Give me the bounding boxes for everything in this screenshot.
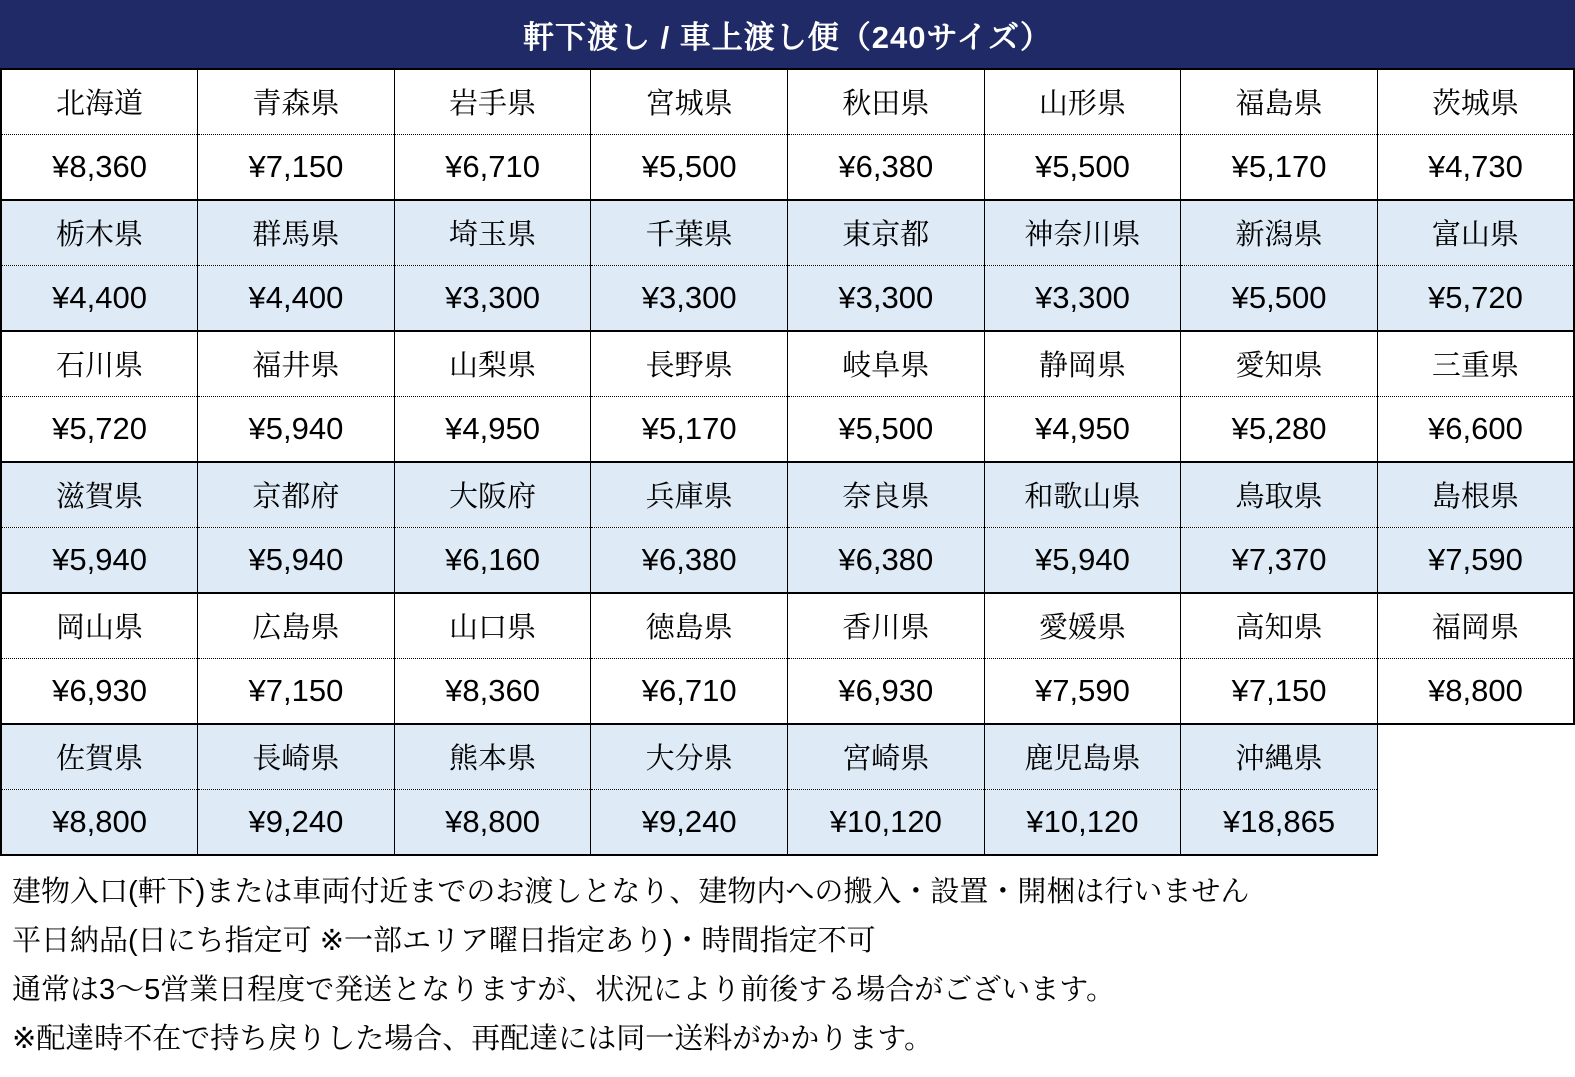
fee-table-body — [1, 69, 1574, 855]
price-cell: ¥5,170 — [1181, 134, 1378, 200]
prefecture-cell: 山梨県 — [394, 331, 591, 396]
prefecture-cell: 岩手県 — [394, 69, 591, 134]
price-cell: ¥8,800 — [1, 789, 198, 855]
price-cell: ¥10,120 — [984, 789, 1181, 855]
prefecture-cell: 福島県 — [1181, 69, 1378, 134]
price-cell: ¥7,150 — [198, 134, 395, 200]
prefecture-cell: 茨城県 — [1377, 69, 1574, 134]
price-cell: ¥5,940 — [1, 527, 198, 593]
price-cell: ¥6,710 — [591, 658, 788, 724]
prefecture-cell: 秋田県 — [788, 69, 985, 134]
price-cell: ¥6,930 — [788, 658, 985, 724]
price-cell: ¥5,720 — [1377, 265, 1574, 331]
prefecture-cell: 山形県 — [984, 69, 1181, 134]
prefecture-cell: 兵庫県 — [591, 462, 788, 527]
prefecture-cell: 千葉県 — [591, 200, 788, 265]
price-cell: ¥9,240 — [591, 789, 788, 855]
prefecture-cell: 長野県 — [591, 331, 788, 396]
price-cell: ¥5,500 — [984, 134, 1181, 200]
prefecture-name-row — [1, 724, 1574, 789]
prefecture-cell: 熊本県 — [394, 724, 591, 789]
price-cell: ¥6,930 — [1, 658, 198, 724]
price-cell: ¥5,280 — [1181, 396, 1378, 462]
prefecture-cell: 愛知県 — [1181, 331, 1378, 396]
price-cell: ¥6,380 — [788, 134, 985, 200]
price-cell: ¥4,400 — [198, 265, 395, 331]
page-title: 軒下渡し / 車上渡し便（240サイズ） — [522, 19, 1053, 55]
prefecture-cell: 佐賀県 — [1, 724, 198, 789]
prefecture-cell: 大分県 — [591, 724, 788, 789]
prefecture-cell: 福岡県 — [1377, 593, 1574, 658]
shipping-table-header — [0, 0, 1575, 68]
prefecture-cell: 神奈川県 — [984, 200, 1181, 265]
prefecture-cell: 奈良県 — [788, 462, 985, 527]
price-cell: ¥18,865 — [1181, 789, 1378, 855]
price-cell: ¥5,720 — [1, 396, 198, 462]
empty-cell — [1377, 724, 1574, 789]
prefecture-cell: 埼玉県 — [394, 200, 591, 265]
price-cell: ¥6,380 — [591, 527, 788, 593]
price-cell: ¥5,500 — [591, 134, 788, 200]
price-cell: ¥3,300 — [394, 265, 591, 331]
prefecture-cell: 山口県 — [394, 593, 591, 658]
prefecture-name-row — [1, 462, 1574, 527]
prefecture-cell: 新潟県 — [1181, 200, 1378, 265]
shipping-fee-table — [0, 68, 1575, 856]
price-cell: ¥10,120 — [788, 789, 985, 855]
price-row — [1, 396, 1574, 462]
price-cell: ¥8,360 — [394, 658, 591, 724]
price-cell: ¥8,800 — [394, 789, 591, 855]
price-cell: ¥6,380 — [788, 527, 985, 593]
note-line: 建物入口(軒下)または車両付近までのお渡しとなり、建物内への搬入・設置・開梱は行いません — [12, 876, 1250, 908]
price-cell: ¥8,800 — [1377, 658, 1574, 724]
prefecture-cell: 北海道 — [1, 69, 198, 134]
prefecture-cell: 岐阜県 — [788, 331, 985, 396]
price-row — [1, 265, 1574, 331]
price-cell: ¥5,940 — [198, 396, 395, 462]
price-cell: ¥9,240 — [198, 789, 395, 855]
prefecture-name-row — [1, 69, 1574, 134]
prefecture-cell: 香川県 — [788, 593, 985, 658]
prefecture-name-row — [1, 200, 1574, 265]
price-cell: ¥7,370 — [1181, 527, 1378, 593]
prefecture-name-row — [1, 593, 1574, 658]
price-cell: ¥5,500 — [1181, 265, 1378, 331]
note-line: ※配達時不在で持ち戻りした場合、再配達には同一送料がかかります。 — [12, 1023, 933, 1055]
prefecture-cell: 鹿児島県 — [984, 724, 1181, 789]
empty-cell — [1377, 789, 1574, 855]
price-cell: ¥7,590 — [1377, 527, 1574, 593]
price-row — [1, 658, 1574, 724]
prefecture-cell: 三重県 — [1377, 331, 1574, 396]
price-cell: ¥4,950 — [394, 396, 591, 462]
price-cell: ¥3,300 — [984, 265, 1181, 331]
prefecture-cell: 京都府 — [198, 462, 395, 527]
prefecture-cell: 和歌山県 — [984, 462, 1181, 527]
price-row — [1, 527, 1574, 593]
prefecture-cell: 静岡県 — [984, 331, 1181, 396]
price-cell: ¥7,150 — [198, 658, 395, 724]
prefecture-cell: 広島県 — [198, 593, 395, 658]
price-cell: ¥5,940 — [984, 527, 1181, 593]
price-cell: ¥3,300 — [788, 265, 985, 331]
price-cell: ¥7,150 — [1181, 658, 1378, 724]
price-cell: ¥7,590 — [984, 658, 1181, 724]
prefecture-name-row — [1, 331, 1574, 396]
price-cell: ¥4,730 — [1377, 134, 1574, 200]
prefecture-cell: 長崎県 — [198, 724, 395, 789]
prefecture-cell: 福井県 — [198, 331, 395, 396]
price-cell: ¥5,940 — [198, 527, 395, 593]
prefecture-cell: 宮崎県 — [788, 724, 985, 789]
prefecture-cell: 徳島県 — [591, 593, 788, 658]
prefecture-cell: 愛媛県 — [984, 593, 1181, 658]
prefecture-cell: 青森県 — [198, 69, 395, 134]
price-cell: ¥3,300 — [591, 265, 788, 331]
price-cell: ¥4,950 — [984, 396, 1181, 462]
price-cell: ¥8,360 — [1, 134, 198, 200]
price-row — [1, 789, 1574, 855]
footnotes — [0, 856, 1575, 1064]
prefecture-cell: 高知県 — [1181, 593, 1378, 658]
prefecture-cell: 沖縄県 — [1181, 724, 1378, 789]
note-line: 平日納品(日にち指定可 ※一部エリア曜日指定あり)・時間指定不可 — [12, 925, 876, 957]
prefecture-cell: 岡山県 — [1, 593, 198, 658]
price-cell: ¥5,500 — [788, 396, 985, 462]
prefecture-cell: 宮城県 — [591, 69, 788, 134]
price-cell: ¥4,400 — [1, 265, 198, 331]
prefecture-cell: 鳥取県 — [1181, 462, 1378, 527]
price-cell: ¥6,160 — [394, 527, 591, 593]
price-cell: ¥6,710 — [394, 134, 591, 200]
prefecture-cell: 富山県 — [1377, 200, 1574, 265]
prefecture-cell: 滋賀県 — [1, 462, 198, 527]
prefecture-cell: 石川県 — [1, 331, 198, 396]
prefecture-cell: 群馬県 — [198, 200, 395, 265]
prefecture-cell: 大阪府 — [394, 462, 591, 527]
prefecture-cell: 栃木県 — [1, 200, 198, 265]
note-line: 通常は3〜5営業日程度で発送となりますが、状況により前後する場合がございます。 — [12, 974, 1115, 1006]
price-cell: ¥6,600 — [1377, 396, 1574, 462]
price-row — [1, 134, 1574, 200]
prefecture-cell: 東京都 — [788, 200, 985, 265]
prefecture-cell: 島根県 — [1377, 462, 1574, 527]
price-cell: ¥5,170 — [591, 396, 788, 462]
